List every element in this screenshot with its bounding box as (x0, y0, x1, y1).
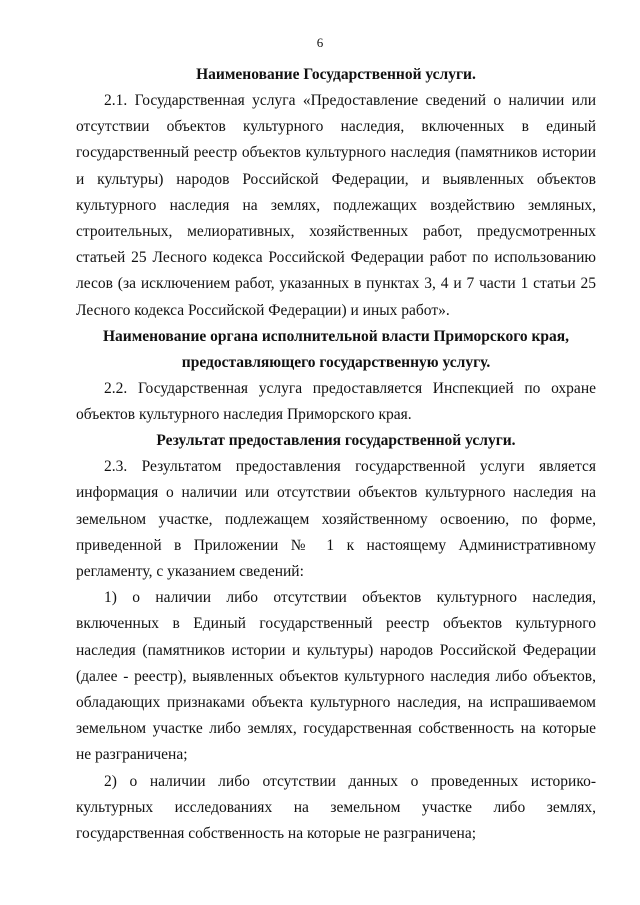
section-heading-result: Результат предоставления государственной услуги. (156, 432, 516, 450)
list-item-1: 1) о наличии либо отсутствии объектов культурного наследия, включенных в Единый государственный реестр объектов культурного наследия (памятников истории и культуры) народов Российской Федерации (далее - реестр), выявленных объектов культурного наследия либо объектов, обладающих признаками объекта культурного наследия, на испрашиваемом земельном участке либо землях, государственная собственность на которые не разграничена; (76, 589, 596, 764)
list-item-2: 2) о наличии либо отсутствии данных о проведенных историко-культурных исследованиях на земельном участке либо землях, государственная собственность на которые не разграничена; (76, 772, 596, 843)
paragraph-2-2: 2.2. Государственная услуга предоставляется Инспекцией по охране объектов культурного наследия Приморского края. (76, 379, 596, 424)
paragraph-2-3: 2.3. Результатом предоставления государственной услуги является информация о наличии или отсутствии объектов культурного наследия на земельном участке, подлежащем хозяйственному освоению, по форме, приведенной в Приложении № 1 к настоящему Административному регламенту, с указанием сведений: (76, 458, 596, 581)
document-body (76, 62, 596, 847)
paragraph-2-1: 2.1. Государственная услуга «Предоставление сведений о наличии или отсутствии объектов культурного наследия, включенных в единый государственный реестр объектов культурного наследия (памятников истории и культуры) народов Российской Федерации, и выявленных объектов культурного наследия на землях, подлежащих воздействию земляных, строительных, мелиоративных, хозяйственных работ, предусмотренных статьей 25 Лесного кодекса Российской Федерации работ по использованию лесов (за исключением работ, указанных в пунктах 3, 4 и 7 части 1 статьи 25 Лесного кодекса Российской Федерации) и иных работ». (76, 92, 596, 319)
section-heading-authority-line2: предоставляющего государственную услугу. (181, 353, 491, 371)
page-number: 6 (316, 35, 324, 50)
section-heading-authority-line1: Наименование органа исполнительной власти Приморского края, (102, 327, 570, 345)
section-heading-service-name: Наименование Государственной услуги. (196, 66, 476, 83)
